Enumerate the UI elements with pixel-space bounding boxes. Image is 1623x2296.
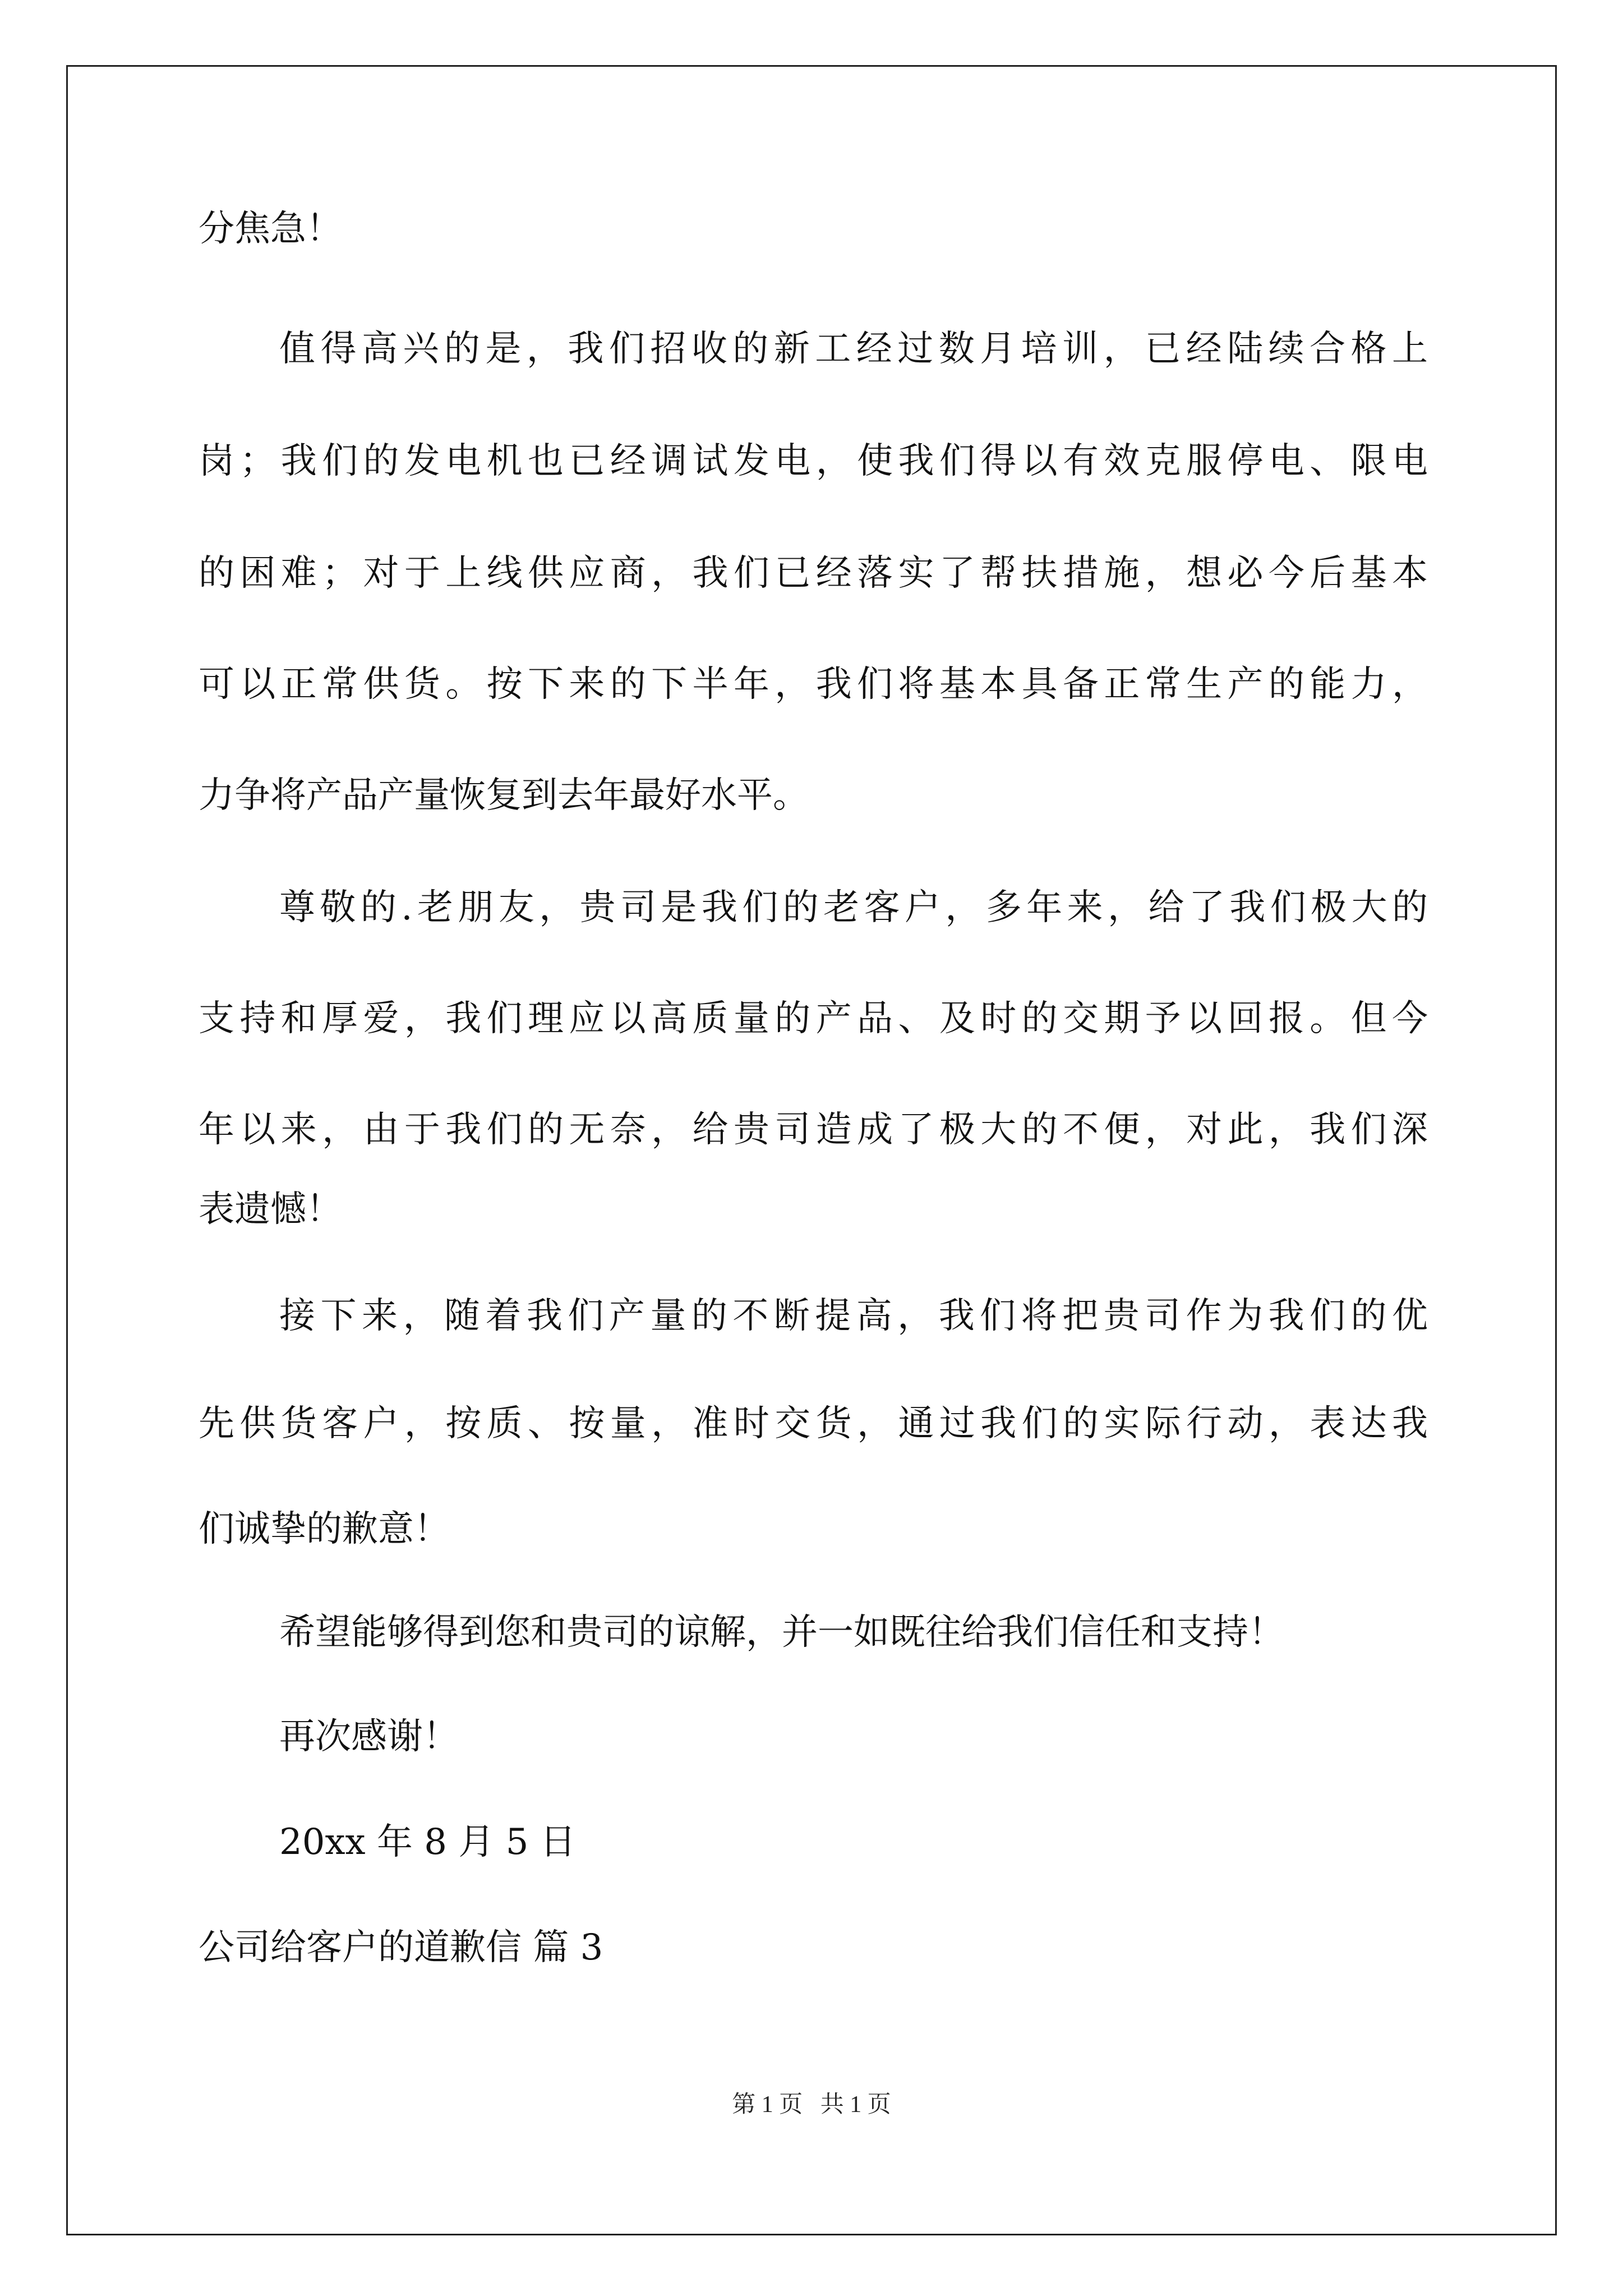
text-line-3: 岗；我们的发电机也已经调试发电，使我们得以有效克服停电、限电 (199, 440, 1428, 482)
text-line-11: 接下来，随着我们产量的不断提高，我们将把贵司作为我们的优 (279, 1295, 1428, 1337)
page-footer: 第 1 页 共 1 页 (732, 2092, 891, 2118)
text-line-2: 值得高兴的是，我们招收的新工经过数月培训，已经陆续合格上 (279, 328, 1428, 370)
text-line-16: 20xx 年 8 月 5 日 (279, 1821, 576, 1863)
text-line-5: 可以正常供货。按下来的下半年，我们将基本具备正常生产的能力， (199, 664, 1428, 705)
text-line-10: 表遗憾！ (199, 1189, 342, 1230)
text-line-13: 们诚挚的歉意！ (199, 1508, 450, 1550)
text-line-6: 力争将产品产量恢复到去年最好水平。 (199, 775, 809, 816)
text-line-17: 公司给客户的道歉信 篇 3 (199, 1927, 603, 1968)
text-line-8: 支持和厚爱，我们理应以高质量的产品、及时的交期予以回报。但今 (199, 998, 1428, 1039)
text-line-14: 希望能够得到您和贵司的谅解，并一如既往给我们信任和支持！ (279, 1612, 1284, 1653)
text-line-1: 分焦急！ (199, 208, 342, 250)
text-line-9: 年以来，由于我们的无奈，给贵司造成了极大的不便，对此，我们深 (199, 1109, 1428, 1151)
text-line-7: 尊敬的.老朋友，贵司是我们的老客户，多年来，给了我们极大的 (279, 887, 1428, 928)
text-line-4: 的困难；对于上线供应商，我们已经落实了帮扶措施，想必今后基本 (199, 553, 1428, 594)
text-line-12: 先供货客户，按质、按量，准时交货，通过我们的实际行动，表达我 (199, 1403, 1428, 1444)
text-line-15: 再次感谢！ (279, 1716, 459, 1757)
